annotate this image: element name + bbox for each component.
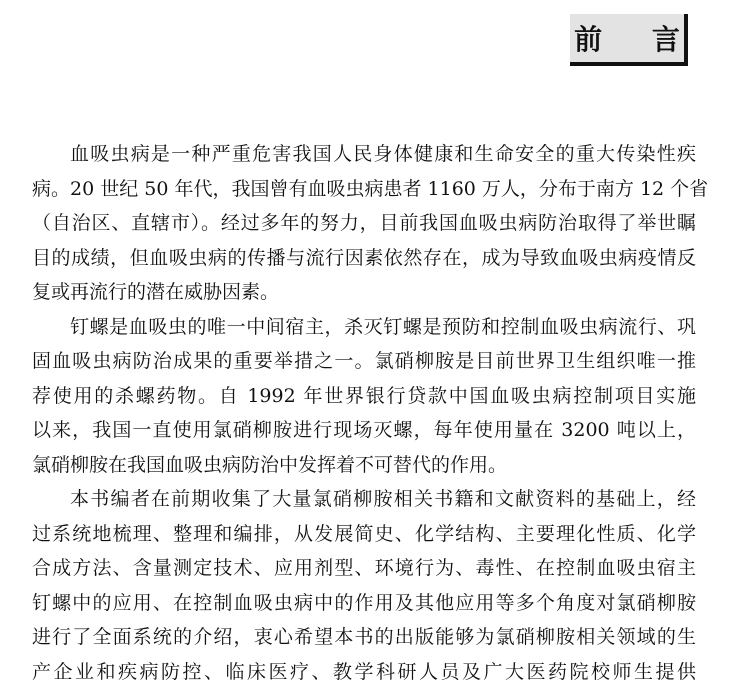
text-line: 复或再流行的潜在威胁因素。 [32, 275, 696, 310]
text-line: 以来，我国一直使用氯硝柳胺进行现场灭螺，每年使用量在 3200 吨以上， [32, 413, 696, 448]
text-line: 血吸虫病是一种严重危害我国人民身体健康和生命安全的重大传染性疾 [32, 137, 696, 172]
text-line: 钉螺中的应用、在控制血吸虫病中的作用及其他应用等多个角度对氯硝柳胺 [32, 586, 696, 621]
preface-body [32, 137, 696, 689]
page-title: 前 言 [574, 18, 700, 58]
text-line: 合成方法、含量测定技术、应用剂型、环境行为、毒性、在控制血吸虫宿主 [32, 551, 696, 586]
text-line: 产企业和疾病防控、临床医疗、教学科研人员及广大医药院校师生提供 [32, 655, 696, 689]
text-line: 钉螺是血吸虫的唯一中间宿主，杀灭钉螺是预防和控制血吸虫病流行、巩 [32, 310, 696, 345]
text-line: 病。20 世纪 50 年代，我国曾有血吸虫病患者 1160 万人，分布于南方 12 个省 [32, 172, 696, 207]
text-line: 进行了全面系统的介绍，衷心希望本书的出版能够为氯硝柳胺相关领域的生 [32, 620, 696, 655]
preface-title-box [570, 14, 688, 66]
text-line: 固血吸虫病防治成果的重要举措之一。氯硝柳胺是目前世界卫生组织唯一推 [32, 344, 696, 379]
text-line: 荐使用的杀螺药物。自 1992 年世界银行贷款中国血吸虫病控制项目实施 [32, 379, 696, 414]
text-line: 目的成绩，但血吸虫病的传播与流行因素依然存在，成为导致血吸虫病疫情反 [32, 241, 696, 276]
text-line: （自治区、直辖市）。经过多年的努力，目前我国血吸虫病防治取得了举世瞩 [32, 206, 696, 241]
text-line: 过系统地梳理、整理和编排，从发展简史、化学结构、主要理化性质、化学 [32, 517, 696, 552]
text-line: 氯硝柳胺在我国血吸虫病防治中发挥着不可替代的作用。 [32, 448, 696, 483]
text-line: 本书编者在前期收集了大量氯硝柳胺相关书籍和文献资料的基础上，经 [32, 482, 696, 517]
